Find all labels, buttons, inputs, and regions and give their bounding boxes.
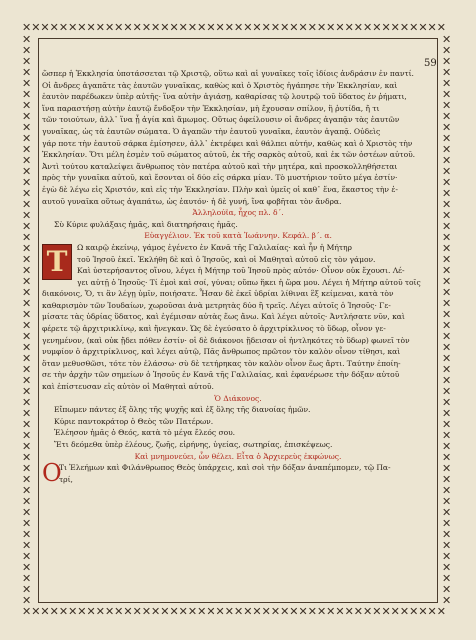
text-line: φέρετε τῷ ἀρχιτρικλίνῳ, καὶ ἤνεγκαν. Ὡς δὲ ἐγεύσατο ὁ ἀρχιτρίκλινος τὸ ὕδωρ, οἶνον γε- (42, 324, 386, 334)
text-line: ὅταν μεθυσθῶσι, τότε τὸν ἐλάσσω· σὺ δὲ τετήρηκας τὸν καλὸν οἶνον ἕως ἄρτι. Ταύτην ἐποίη- (42, 358, 401, 368)
text-line: Εἴπωμεν πάντες ἐξ ὅλης τῆς ψυχῆς καὶ ἐξ ὅλης τῆς διανοίας ἡμῶν. (54, 405, 311, 415)
text-line: γυναῖκας, ὡς τὰ ἑαυτῶν σώματα. Ὁ ἀγαπῶν τὴν ἑαυτοῦ γυναῖκα, ἑαυτὸν ἀγαπᾷ. Οὐδεὶς (42, 126, 381, 136)
text-line: Κύριε παντοκράτορ ὁ Θεὸς τῶν Πατέρων. (54, 416, 214, 426)
text-line: τῶν τοιούτων, ἀλλ᾽ ἵνα ᾖ ἁγία καὶ ἄμωμος. Οὕτως ὀφείλουσιν οἱ ἄνδρες ἀγαπᾷν τὰς ἑαυτῶν (42, 115, 400, 125)
text-line: Τι Ἐλεήμων καὶ Φιλάνθρωπος Θεὸς ὑπάρχεις, καὶ σοὶ τὴν δόξαν ἀναπέμπομεν, τῷ Πα- (59, 463, 391, 473)
page-number: 59 (424, 58, 437, 69)
text-line: διακόνοις, Ὅ, τι ἂν λέγῃ ὑμῖν, ποιήσατε. Ἦσαν δὲ ἐκεῖ ὑδρίαι λίθιναι ἓξ κείμεναι, κατὰ τὸν (42, 289, 394, 299)
text-line: Ἀντὶ τούτου καταλείψει ἄνθρωπος τὸν πατέρα αὐτοῦ καὶ τὴν μητέρα, καὶ προσκολληθήσεται (42, 161, 398, 171)
text-line: μίσατε τὰς ὑδρίας ὕδατος, καὶ ἐγέμισαν αὐτὰς ἕως ἄνω. Καὶ λέγει αὐτοῖς· Ἀντλήσατε νῦν, καὶ (42, 312, 405, 322)
closing-paragraph (42, 462, 434, 485)
initial-letter: Ο (42, 462, 62, 486)
text-line: ἵνα παραστήσῃ αὐτὴν ἑαυτῷ ἔνδοξον τὴν Ἐκκλησίαν, μὴ ἔχουσαν σπίλον, ἢ ῥυτίδα, ἤ τι (42, 103, 380, 113)
ornamental-border-right: ✕✕✕✕✕✕✕✕✕✕✕✕✕✕✕✕✕✕✕✕✕✕✕✕✕✕✕✕✕✕✕✕✕✕✕✕✕✕✕✕✕✕✕✕✕✕✕✕✕✕✕✕ (442, 34, 452, 606)
text-line: γάρ ποτε τὴν ἑαυτοῦ σάρκα ἐμίσησεν, ἀλλ᾽ ἐκτρέφει καὶ θάλπει αὐτήν, καθὼς καὶ ὁ Χριστὸς τὴν (42, 138, 413, 148)
text-line: τοῦ Ἰησοῦ ἐκεῖ. Ἐκλήθη δὲ καὶ ὁ Ἰησοῦς, καὶ οἱ Μαθηταὶ αὐτοῦ εἰς τὸν γάμον. (77, 254, 376, 264)
text-line: αυτοῦ γυναῖκα οὕτως ἀγαπάτω, ὡς ἑαυτόν· ἡ δὲ γυνή, ἵνα φοβῆται τὸν ἄνδρα. (42, 196, 342, 206)
text-line: Οἱ ἄνδρες ἀγαπᾶτε τὰς ἑαυτῶν γυναῖκας, καθὼς καὶ ὁ Χριστὸς ἠγάπησε τὴν Ἐκκλησίαν, καὶ (42, 80, 398, 90)
ornamental-border-top: ✕✕✕✕✕✕✕✕✕✕✕✕✕✕✕✕✕✕✕✕✕✕✕✕✕✕✕✕✕✕✕✕✕✕✕✕✕✕✕✕✕✕✕✕✕✕ (22, 22, 446, 34)
text-line: Ἐλέησον ἡμᾶς ὁ Θεός, κατὰ τὸ μέγα ἔλεός σου. (54, 428, 236, 438)
text-line: τρί, (59, 474, 73, 484)
frame-rule-left (38, 38, 39, 603)
text-line: πρὸς τὴν γυναῖκα αὐτοῦ, καὶ ἔσονται οἱ δύο εἰς σάρκα μίαν. Τὸ μυστήριον τοῦτο μέγα ἐστίν· (42, 173, 398, 183)
text-line: Ω καιρῷ ἐκείνῳ, γάμος ἐγένετο ἐν Κανᾶ τῆς Γαλιλαίας· καὶ ἦν ἡ Μήτηρ (77, 242, 352, 252)
ornamental-border-bottom: ✕✕✕✕✕✕✕✕✕✕✕✕✕✕✕✕✕✕✕✕✕✕✕✕✕✕✕✕✕✕✕✕✕✕✕✕✕✕✕✕✕✕✕✕✕✕ (22, 606, 446, 618)
text-line: καθαρισμὸν τῶν Ἰουδαίων, χωροῦσαι ἀνὰ μετρητὰς δύο ἢ τρεῖς. Λέγει αὐτοῖς ὁ Ἰησοῦς· Γε- (42, 300, 391, 310)
text-line: νυμφίον ὁ ἀρχιτρίκλινος, καὶ λέγει αὐτῷ, Πᾶς ἄνθρωπος πρῶτον τὸν καλὸν οἶνον τίθησι, καὶ (42, 347, 401, 357)
litany-block (42, 404, 434, 450)
text-line: Ἐκκλησίαν. Ὅτι μέλη ἐσμὲν τοῦ σώματος αὐτοῦ, ἐκ τῆς σαρκὸς αὐτοῦ, καὶ ἐκ τῶν ὀστέων αὐτοῦ. (42, 150, 416, 160)
text-line: γενημένον, (καὶ οὐκ ᾔδει πόθεν ἐστίν· οἱ δὲ διάκονοι ᾔδεισαν οἱ ἠντληκότες τὸ ὕδωρ) φωνεῖ τὸν (42, 335, 410, 345)
ornamental-border-left: ✕✕✕✕✕✕✕✕✕✕✕✕✕✕✕✕✕✕✕✕✕✕✕✕✕✕✕✕✕✕✕✕✕✕✕✕✕✕✕✕✕✕✕✕✕✕✕✕✕✕✕✕ (22, 34, 32, 606)
deacon-rubric: Ὁ Διάκονος. (214, 393, 262, 403)
alleluia-heading: Ἀλληλούϊα, ἦχος πλ. δ΄. (192, 208, 284, 218)
text-line: Ἔτι δεόμεθα ὑπὲρ ἐλέους, ζωῆς, εἰρήνης, ὑγείας, σωτηρίας, ἐπισκέψεως. (54, 440, 333, 449)
rubric-line: Καὶ μνημονεύει, ὧν θέλει. Εἶτα ὁ Ἀρχιερεὺς ἐκφώνως. (134, 451, 342, 461)
text-line: γει αὐτῇ ὁ Ἰησοῦς· Τί ἐμοὶ καὶ σοί, γύναι; οὔπω ἥκει ἡ ὥρα μου. Λέγει ἡ Μήτηρ αὐτοῦ τοῖς (77, 277, 421, 287)
text-line: καὶ ἐπίστευσαν εἰς αὐτὸν οἱ Μαθηταὶ αὐτοῦ. (42, 382, 214, 392)
text-line: ὥσπερ ἡ Ἐκκλησία ὑποτάσσεται τῷ Χριστῷ, οὕτω καὶ αἱ γυναῖκες τοῖς ἰδίοις ἀνδράσιν ἐν παντί. (42, 69, 414, 78)
epistle-paragraph (42, 68, 434, 207)
verse-line: Σὺ Κύριε φυλάξαις ἡμᾶς, καὶ διατηρήσαις ἡμᾶς. (54, 219, 238, 229)
frame-rule-right (437, 38, 438, 603)
text-line: ἐγὼ δὲ λέγω εἰς Χριστόν, καὶ εἰς τὴν Ἐκκλησίαν. Πλὴν καὶ ὑμεῖς οἱ καθ᾽ ἕνα, ἕκαστος τὴν ἑ- (42, 184, 398, 194)
text-line: Καὶ ὑστερήσαντος οἴνου, λέγει ἡ Μήτηρ τοῦ Ἰησοῦ πρὸς αὐτόν· Οἶνον οὐκ ἔχουσι. Λέ- (77, 266, 405, 276)
text-line: ἑαυτὸν παρέδωκεν ὑπὲρ αὐτῆς· ἵνα αὐτὴν ἁγιάσῃ, καθαρίσας τῷ λουτρῷ τοῦ ὕδατος ἐν ῥήματι, (42, 92, 407, 102)
drop-cap: Τ (42, 244, 72, 280)
frame-rule-top (38, 38, 438, 39)
gospel-heading: Εὐαγγέλιον. Ἐκ τοῦ κατὰ Ἰωάννην. Κεφάλ. β΄. α. (144, 231, 332, 241)
text-line: σε τὴν ἀρχὴν τῶν σημείων ὁ Ἰησοῦς ἐν Κανᾶ τῆς Γαλιλαίας, καὶ ἐφανέρωσε τὴν δόξαν αὐτοῦ (42, 370, 400, 380)
frame-rule-bottom (38, 602, 438, 603)
